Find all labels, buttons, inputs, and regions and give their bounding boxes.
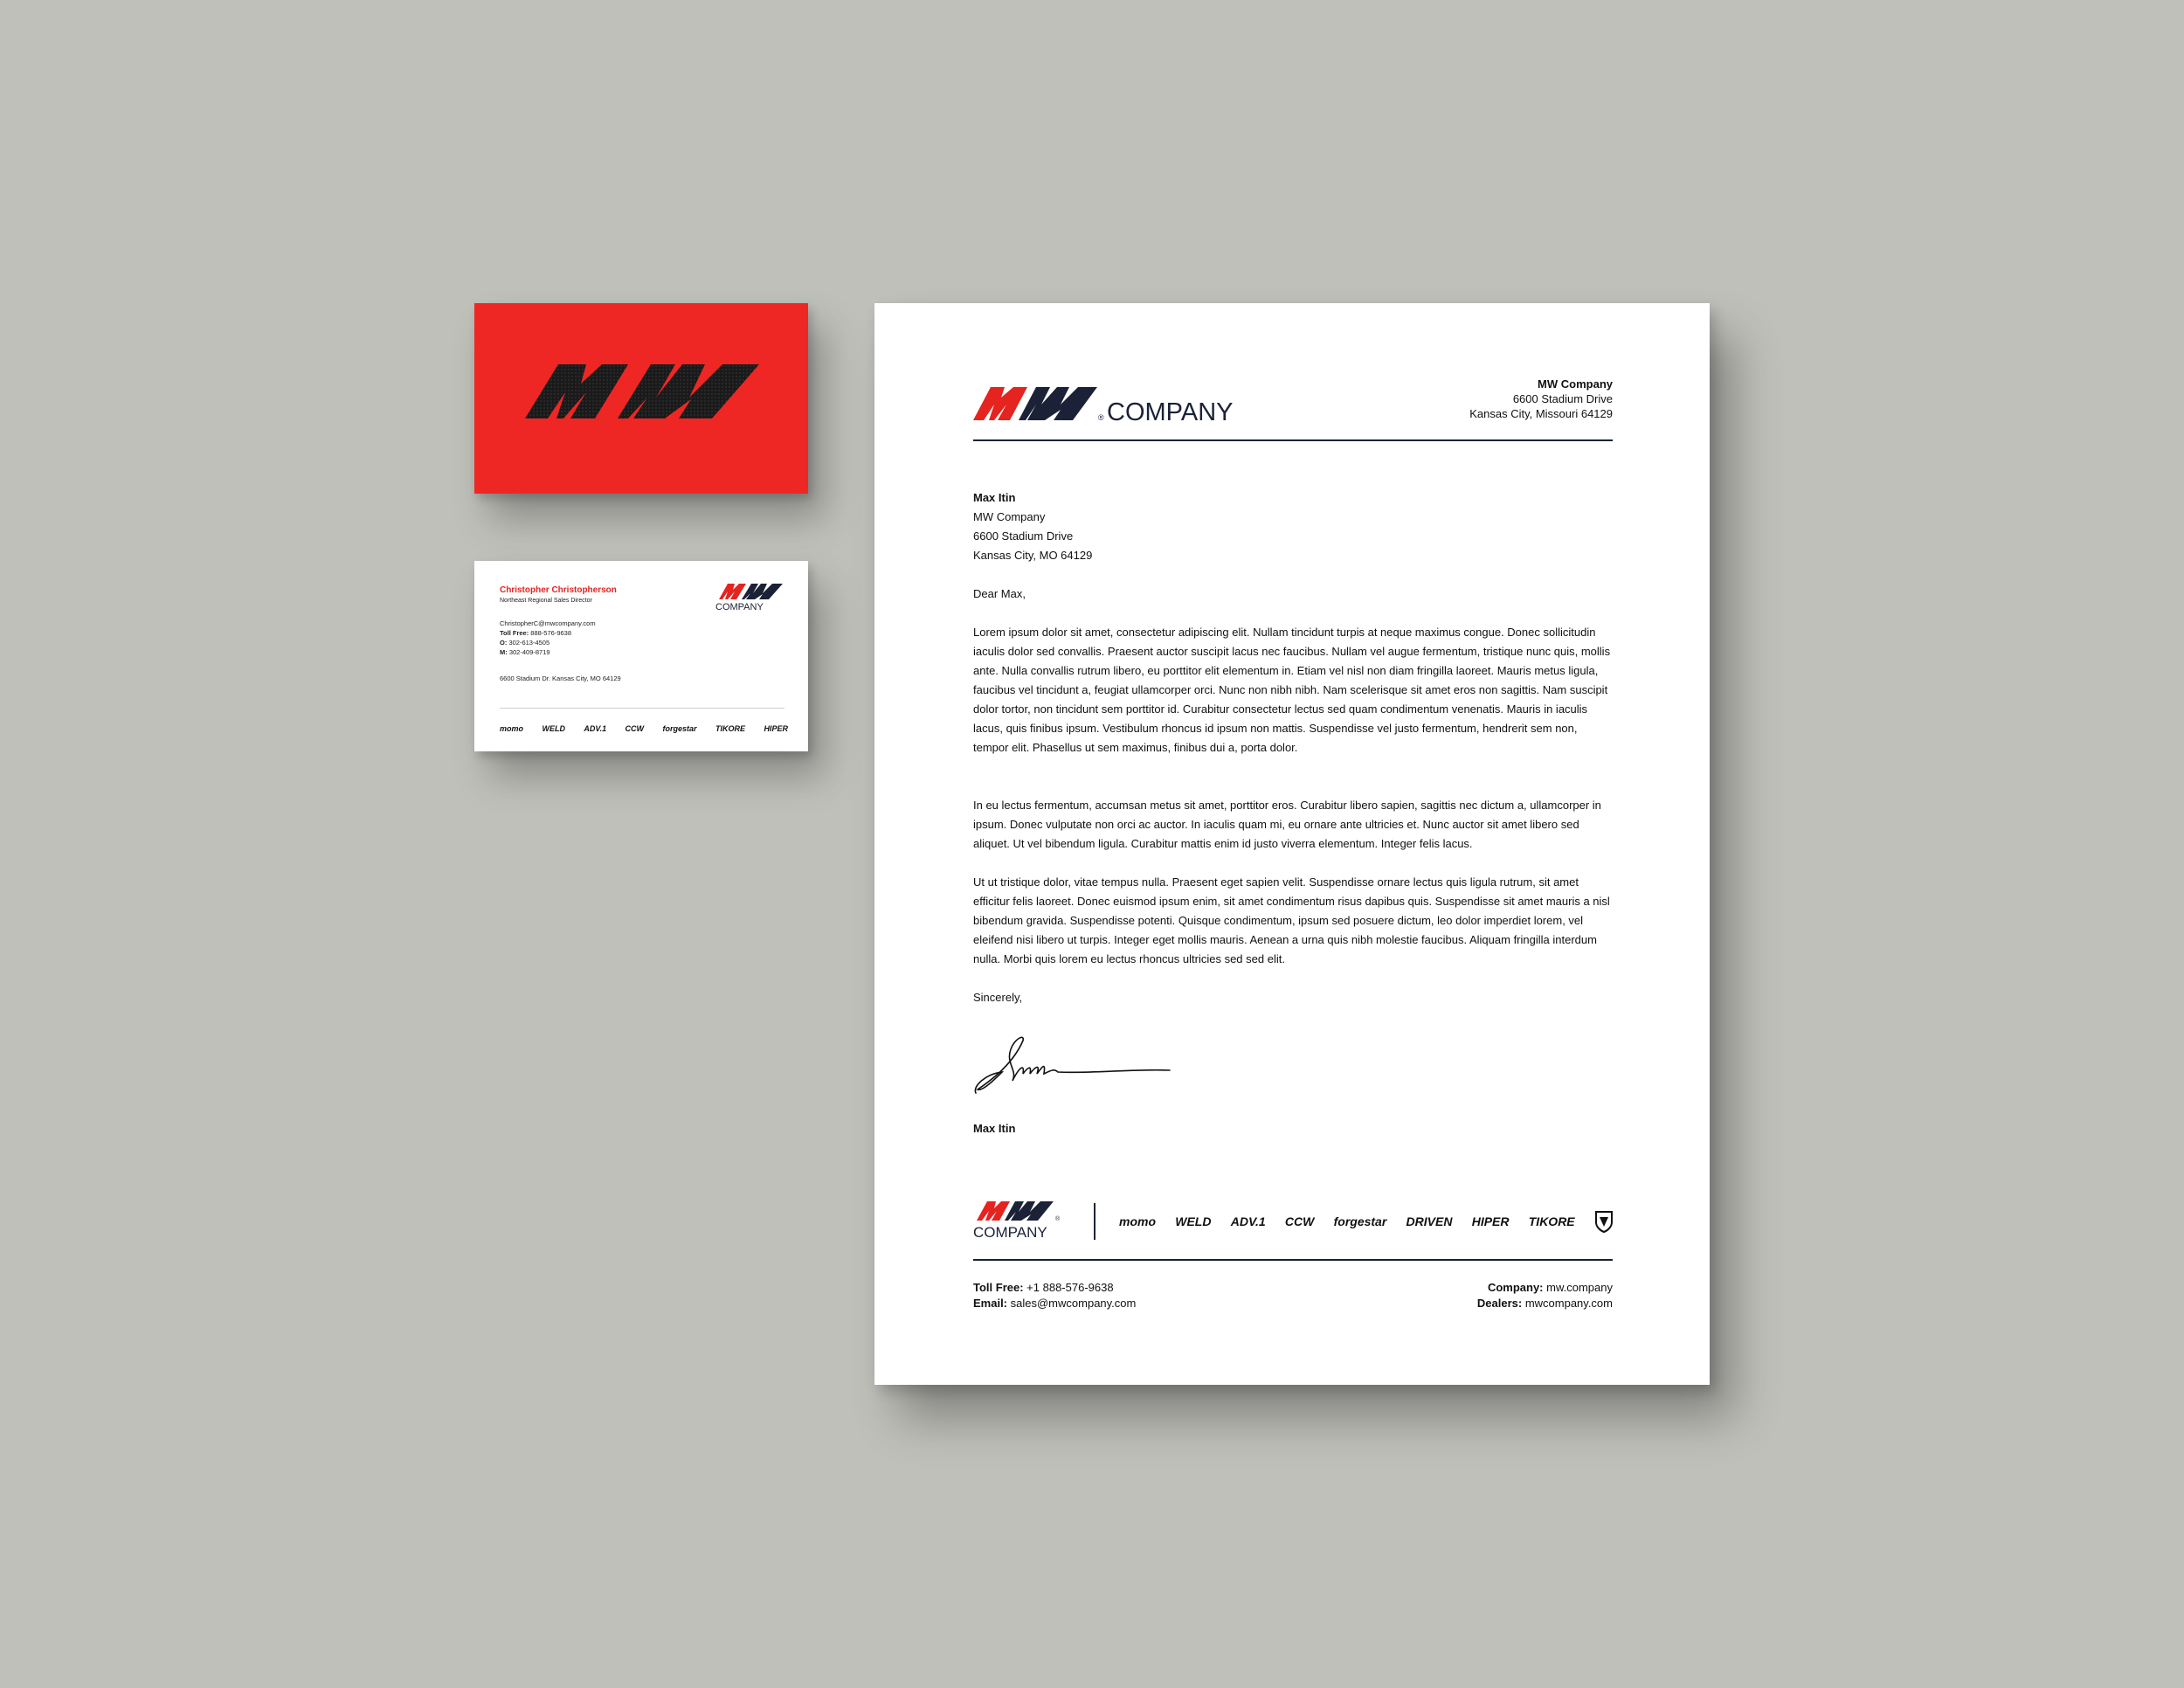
salutation: Dear Max, xyxy=(973,587,1026,600)
footer-registered-mark: ® xyxy=(1055,1216,1061,1222)
footer-toll-free: Toll Free: +1 888-576-9638 xyxy=(973,1281,1114,1294)
header-rule xyxy=(973,439,1613,441)
brand-driven-logo: DRIVEN xyxy=(1406,1214,1453,1228)
business-card-front xyxy=(474,303,808,494)
brand-tikore-logo: TIKORE xyxy=(715,724,745,733)
signer-name: Max Itin xyxy=(973,1122,1016,1135)
body-paragraph-3: Ut ut tristique dolor, vitae tempus nulla. Praesent eget sapien velit. Suspendisse ornare lectus quis ligula rutrum, sit amet efficitur felis laoreet. Donec euismod ipsum enim, sit amet condimentum risus dapibus quis. Suspendisse sit amet mauris a nisl bibendum gravida. Suspendisse potenti. Quisque condimentum, ipsum sed posuere dictum, leo dolor imperdiet lorem, vel eleifend nisi libero ut turpis. Integer eget mollis mauris. Aenean a urna quis nibh molestie faucibus. Aliquam fringilla interdum nulla. Morbi quis lorem eu lectus rhoncus ultricies sed sed elit. xyxy=(973,875,1610,965)
footer-vertical-divider xyxy=(1094,1203,1095,1240)
card-email: ChristopherC@mwcompany.com xyxy=(500,619,596,627)
recipient-city: Kansas City, MO 64129 xyxy=(973,549,1093,562)
registered-mark: ® xyxy=(1098,413,1104,422)
footer-dealers-url: Dealers: mwcompany.com xyxy=(1476,1297,1613,1310)
brand-forgestar-logo: forgestar xyxy=(1333,1214,1387,1228)
brand-tikore-logo: TIKORE xyxy=(1528,1214,1575,1228)
brand-ccw-logo: CCW xyxy=(625,724,645,733)
mw-company-footer-logo-icon xyxy=(973,1200,1069,1240)
footer-company-url: Company: mw.company xyxy=(1487,1281,1613,1294)
letterhead xyxy=(874,303,1710,1385)
brand-hiper-logo: HIPER xyxy=(1471,1214,1510,1228)
business-card-back xyxy=(474,561,808,751)
card-address: 6600 Stadium Dr. Kansas City, MO 64129 xyxy=(500,675,621,682)
card-mobile-phone: M: 302-409-8719 xyxy=(500,648,550,656)
card-title: Northeast Regional Sales Director xyxy=(500,598,592,604)
mw-company-logo-icon xyxy=(715,582,785,612)
brand-adv1-logo: ADV.1 xyxy=(1230,1214,1266,1228)
brand-forgestar-logo: forgestar xyxy=(662,724,697,733)
brand-weld-logo: WELD xyxy=(542,724,565,733)
footer-rule xyxy=(973,1259,1613,1261)
card-brand-row xyxy=(500,722,788,736)
recipient-street: 6600 Stadium Drive xyxy=(973,529,1074,543)
card-wordmark: COMPANY xyxy=(715,602,764,612)
brand-adv1-logo: ADV.1 xyxy=(584,724,607,733)
brand-momo-logo: momo xyxy=(1119,1214,1156,1228)
footer-wordmark: COMPANY xyxy=(973,1224,1047,1240)
mw-logo-mark-icon xyxy=(525,364,759,419)
card-toll-free: Toll Free: 888-576-9638 xyxy=(500,629,572,637)
brand-momo-logo: momo xyxy=(500,724,523,733)
card-name: Christopher Christopherson xyxy=(500,585,617,595)
shield-crest-icon xyxy=(1594,1210,1614,1233)
body-paragraph-1: Lorem ipsum dolor sit amet, consectetur adipiscing elit. Nullam tincidunt turpis at neque maximus congue. Donec sollicitudin iaculis dolor sed convallis. Praesent auctor suscipit lacus nec faucibus. Nullam vel augue fermentum, tristique nunc quis, mollis ante. Nulla convallis rutrum libero, eu porttitor elit elementum in. Etiam vel nisl non diam fringilla laoreet. Mauris metus ligula, faucibus vel tincidunt a, feugiat ullamcorper orci. Nunc non nibh nibh. Nam scelerisque sit amet eros non sagittis. Nam suscipit dolor tortor, non tincidunt sem porttitor id. Curabitur consectetur lectus sed quam condimentum venenatis. Mauris in iaculis lacus, quis finibus ipsum. Vestibulum rhoncus id ipsum non mattis. Suspendisse vel justo fermentum, hendrerit sem non, tempor elit. Phasellus ut sem maximus, finibus dui a, porta dolor. xyxy=(973,626,1611,754)
header-wordmark: COMPANY xyxy=(1107,398,1234,426)
closing: Sincerely, xyxy=(973,991,1023,1004)
footer-brand-row xyxy=(1119,1208,1614,1235)
card-office-phone: O: 302-613-4505 xyxy=(500,639,550,647)
brand-hiper-logo: HIPER xyxy=(764,724,788,733)
mw-company-header-logo-icon xyxy=(973,382,1296,429)
brand-weld-logo: WELD xyxy=(1175,1214,1212,1228)
card-divider xyxy=(500,708,784,709)
footer-email: Email: sales@mwcompany.com xyxy=(973,1297,1137,1310)
recipient-company: MW Company xyxy=(973,510,1046,523)
header-address: MW Company 6600 Stadium Drive Kansas City, Missouri 64129 xyxy=(1469,377,1613,420)
body-paragraph-2: In eu lectus fermentum, accumsan metus sit amet, porttitor eros. Curabitur libero sapien, sagittis nec dictum a, ullamcorper in ipsum. Donec vulputate non orci ac auctor. In iaculis quam mi, eu ornare ante ultricies et. Nunc auctor sit amet libero sed aliquet. Ut vel bibendum ligula. Curabitur mattis enim id justo viverra elementum. Integer felis lacus. xyxy=(973,799,1601,850)
brand-ccw-logo: CCW xyxy=(1284,1214,1315,1228)
signature-icon xyxy=(971,1028,1171,1098)
recipient-name: Max Itin xyxy=(973,491,1016,504)
